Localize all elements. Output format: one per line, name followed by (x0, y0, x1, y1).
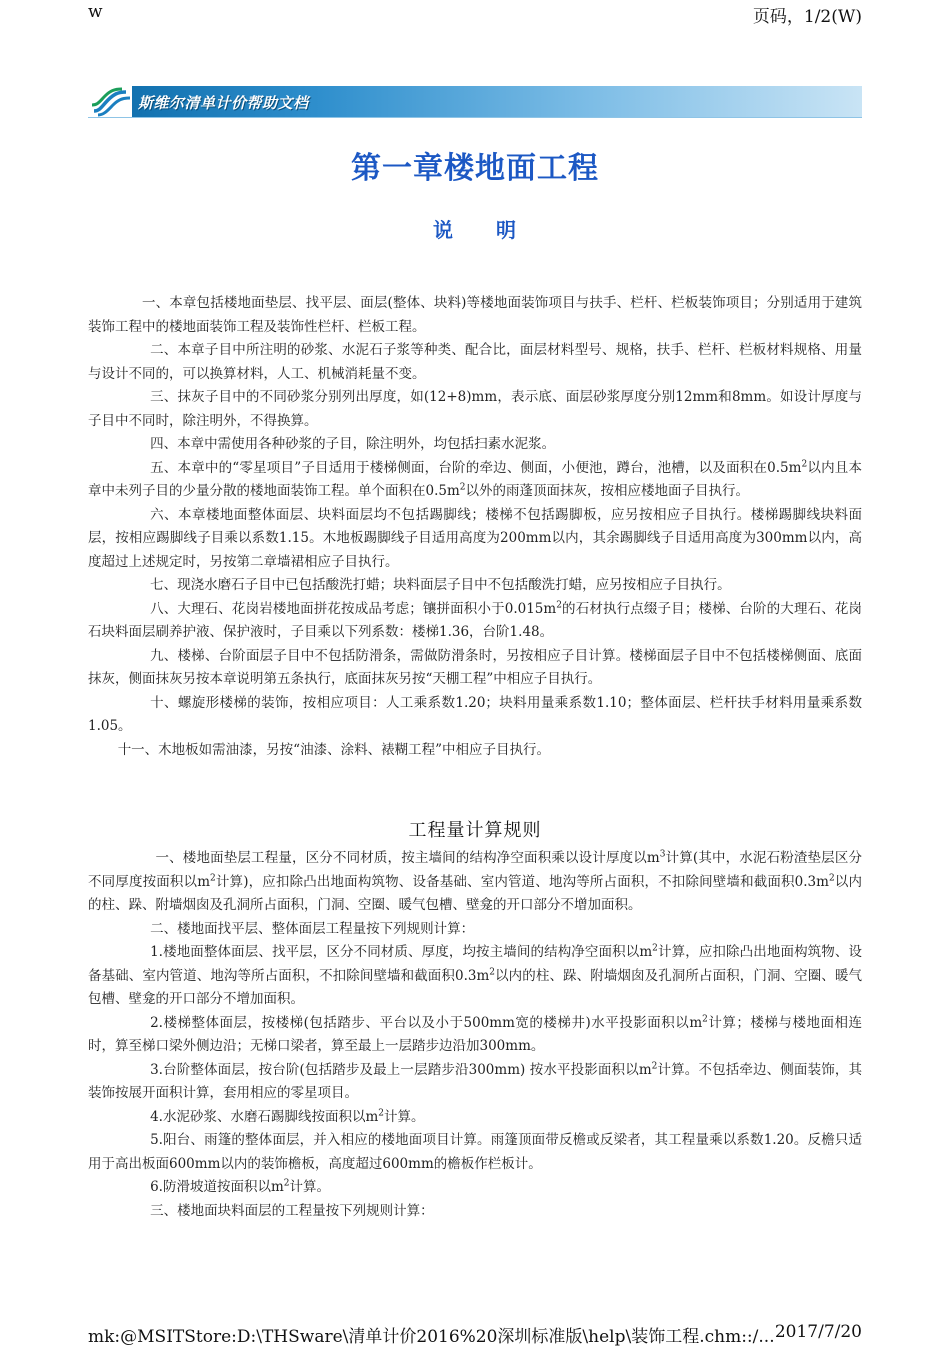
text-run: 以外的雨蓬顶面抹灰，按相应楼地面子目执行。 (465, 483, 750, 499)
text-run: 八、大理石、花岗岩楼地面拼花按成品考虑；镶拼面积小于0.015m (150, 600, 557, 617)
note-paragraph (88, 457, 862, 504)
rules-title: 工程量计算规则 (408, 820, 542, 841)
text-run: 以内且本章中未列子目的少量分散的楼地面装饰工程。单个面积在0.5m (88, 459, 862, 499)
rules-section (88, 847, 862, 1223)
note-paragraph: 四、本章中需使用各种砂浆的子目，除注明外，均包括扫素水泥浆。 (150, 436, 556, 452)
text-run: 以内的柱、跺、附墙烟囱及孔洞所占面积，门洞、空圈、暖气包槽、壁龛的开口部分不增加面积。 (88, 873, 862, 913)
note-paragraph: 一、本章包括楼地面垫层、找平层、面层(整体、块料)等楼地面装饰项目与扶手、栏杆、栏板装饰项目；分别适用于建筑装饰工程中的楼地面装饰工程及装饰性栏杆、栏板工程。 (88, 295, 862, 335)
rule-paragraph (88, 941, 862, 1012)
note-paragraph: 十一、木地板如需油漆，另按“油漆、涂料、裱糊工程”中相应子目执行。 (117, 741, 550, 758)
rule-paragraph: 二、楼地面找平层、整体面层工程量按下列规则计算： (150, 920, 475, 937)
text-run: 计算)，应扣除凸出地面构筑物、设备基础、室内管道、地沟等所占面积，不扣除间壁墙和截面积0.3m (215, 873, 829, 890)
superscript: 2 (489, 967, 495, 977)
note-paragraph: 九、楼梯、台阶面层子目中不包括防滑条，需做防滑条时，另按相应子目计算。楼梯面层子目中不包括楼梯侧面、底面抹灰，侧面抹灰另按本章说明第五条执行，底面抹灰另按“天棚工程”中相应子目执行。 (88, 647, 862, 687)
superscript: 2 (283, 1178, 290, 1189)
text-run: 一、楼地面垫层工程量，区分不同材质，按主墙间的结构净空面积乘以设计厚度以m (155, 850, 660, 866)
chapter-title: 第一章楼地面工程 (351, 151, 599, 186)
text-run: 计算(其中，水泥石粉渣垫层区分不同厚度按面积以m (88, 850, 862, 890)
notes-section (88, 292, 862, 762)
text-run: 计算；楼梯与楼地面相连时，算至梯口梁外侧边沿；无梯口梁者，算至最上一层踏步边沿加300mm。 (88, 1014, 862, 1054)
rule-paragraph (88, 1059, 862, 1106)
superscript: 2 (652, 943, 658, 954)
text-run: 五、本章中的“零星项目”子目适用于楼梯侧面，台阶的牵边、侧面，小便池，蹲台，池槽，以及面积在0.5m (150, 459, 802, 476)
text-run: 计算。不包括牵边、侧面装饰，其装饰按展开面积计算，套用相应的零星项目。 (88, 1061, 862, 1101)
rule-paragraph (88, 1106, 862, 1130)
brand-title: 斯维尔清单计价帮助文档 (138, 94, 309, 112)
footer-url: mk:@MSITStore:D:\THSware\清单计价2016%20深圳标准版\help\装饰工程.chm::/... (88, 1327, 775, 1347)
text-run: 的石材执行点缀子目；楼梯、台阶的大理石、花岗石块料面层刷养护液、保护液时，子目乘以下列系数：楼梯1.36，台阶1.48。 (88, 600, 863, 640)
superscript: 2 (651, 1061, 658, 1071)
rule-paragraph: 三、楼地面块料面层的工程量按下列规则计算： (150, 1202, 434, 1219)
rule-paragraph (88, 847, 862, 918)
superscript: 2 (801, 459, 808, 469)
note-paragraph: 十、螺旋形楼梯的装饰，按相应项目：人工乘系数1.20；块料用量乘系数1.10；整体面层、栏杆扶手材料用量乘系数1.05。 (88, 694, 862, 734)
superscript: 2 (378, 1108, 385, 1118)
rule-paragraph: 5.阳台、雨篷的整体面层，并入相应的楼地面项目计算。雨篷顶面带反檐或反梁者，其工程量乘以系数1.20。反檐只适用于高出板面600mm以内的装饰檐板，高度超过600mm的檐板作栏板计。 (88, 1132, 862, 1172)
print-header (88, 2, 862, 27)
note-paragraph: 二、本章子目中所注明的砂浆、水泥石子浆等种类、配合比，面层材料型号、规格，扶手、栏杆、栏板材料规格、用量与设计不同的，可以换算材料，人工、机械消耗量不变。 (88, 342, 862, 382)
section-title: 说 明 (433, 218, 517, 242)
print-footer (88, 1322, 862, 1347)
text-run: 2.楼梯整体面层，按楼梯(包括踏步、平台以及小于500mm宽的楼梯井)水平投影面积以m (150, 1014, 703, 1031)
note-paragraph (88, 598, 862, 645)
text-run: 4.水泥砂浆、水磨石踢脚线按面积以m (150, 1108, 379, 1125)
superscript: 2 (702, 1014, 708, 1024)
text-run: 6.防滑坡道按面积以m (150, 1179, 284, 1195)
superscript: 2 (828, 873, 835, 883)
note-paragraph: 三、抹灰子目中的不同砂浆分别列出厚度，如(12+8)mm，表示底、面层砂浆厚度分别12mm和8mm。如设计厚度与子目中不同时，除注明外，不得换算。 (88, 389, 862, 429)
text-run: 计算。 (384, 1108, 425, 1125)
footer-date: 2017/7/20 (774, 1322, 862, 1342)
note-paragraph: 七、现浇水磨石子目中已包括酸洗打蜡；块料面层子目中不包括酸洗打蜡，应另按相应子目执行。 (150, 577, 731, 593)
superscript: 3 (659, 849, 666, 860)
text-run: 以内的柱、跺、附墙烟囱及孔洞所占面积，门洞、空圈、暖气包槽、壁龛的开口部分不增加面积。 (88, 967, 862, 1007)
logo-icon (88, 86, 132, 117)
note-paragraph: 六、本章楼地面整体面层、块料面层均不包括踢脚线；楼梯不包括踢脚板，应另按相应子目执行。楼梯踢脚线块料面层，按相应踢脚线子目乘以系数1.15。木地板踢脚线子目适用高度为200mm以内，其余踢脚线子目适用高度为300mm以内，高度超过上述规定时，另按第二章墙裙相应子目执行。 (88, 506, 862, 570)
text-run: 3.台阶整体面层，按台阶(包括踏步及最上一层踏步沿300mm) 按水平投影面积以m (150, 1061, 652, 1078)
superscript: 2 (459, 482, 466, 493)
rule-paragraph (88, 1012, 862, 1059)
rule-paragraph (88, 1176, 862, 1200)
text-run: 1.楼地面整体面层、找平层，区分不同材质、厚度，均按主墙间的结构净空面积以m (150, 944, 653, 960)
superscript: 2 (556, 600, 562, 610)
header-left-text: w (88, 2, 103, 22)
text-run: 计算。 (289, 1179, 331, 1195)
help-banner (88, 86, 862, 118)
text-run: 计算，应扣除凸出地面构筑物、设备基础、室内管道、地沟等所占面积，不扣除间壁墙和截面积0.3m (88, 944, 863, 984)
superscript: 2 (210, 873, 216, 883)
page-number: 页码，1/2(W) (752, 7, 862, 27)
